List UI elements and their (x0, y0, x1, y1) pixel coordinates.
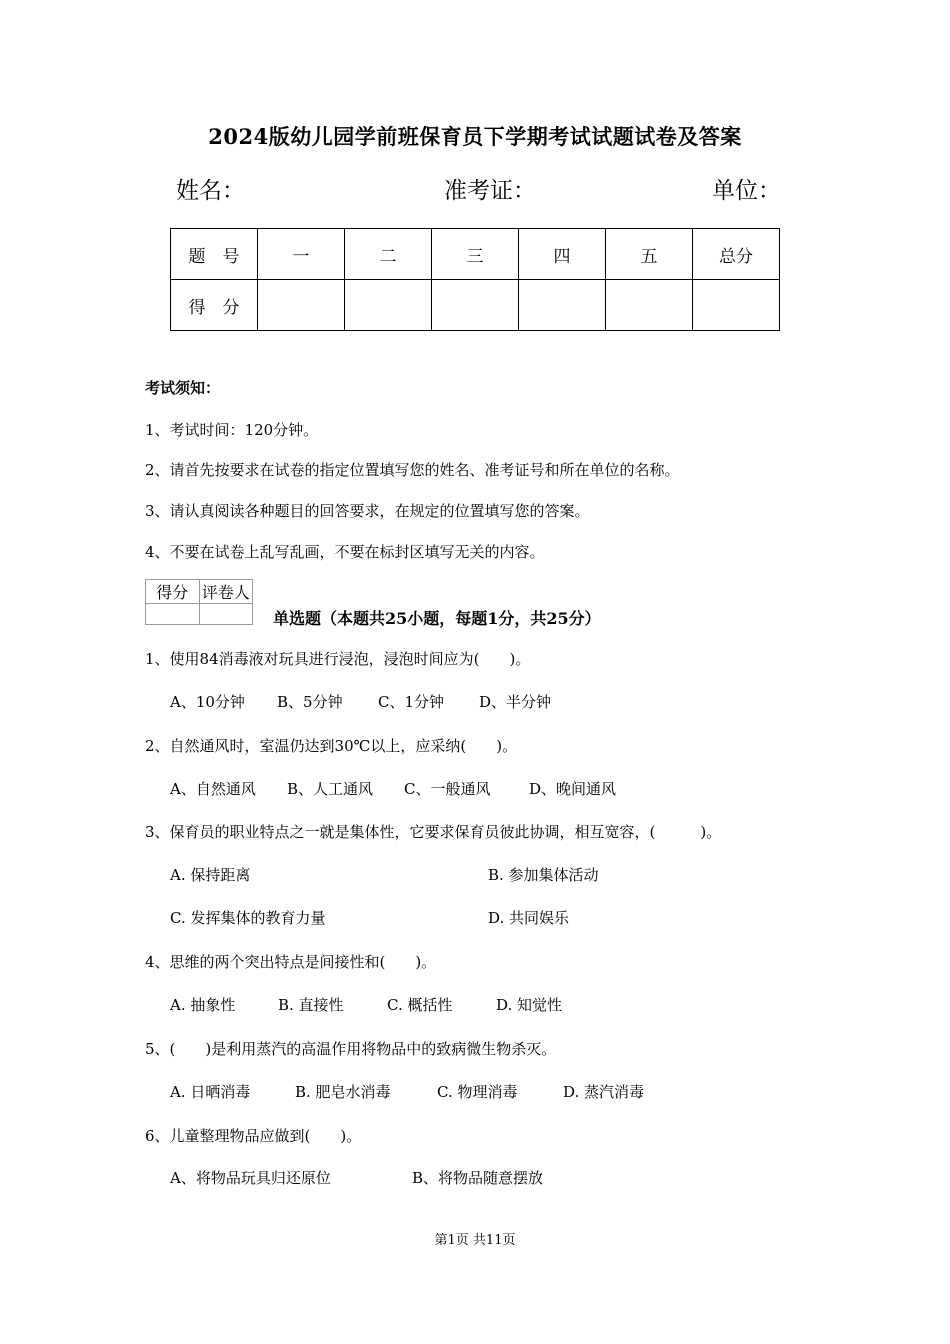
section-title: 单选题（本题共25小题，每题1分，共25分） (273, 609, 601, 628)
notice-item: 3、请认真阅读各种题目的回答要求，在规定的位置填写您的答案。 (145, 502, 590, 520)
option[interactable]: C、一般通风 (404, 780, 491, 798)
grader-box (145, 579, 253, 625)
score-header-cell: 五 (606, 229, 693, 280)
option[interactable]: B. 参加集体活动 (488, 866, 599, 884)
option[interactable]: B. 肥皂水消毒 (295, 1083, 391, 1101)
score-header-cell: 总分 (693, 229, 780, 280)
notice-item: 4、不要在试卷上乱写乱画，不要在标封区填写无关的内容。 (145, 543, 545, 561)
notice-item: 1、考试时间：120分钟。 (145, 421, 319, 439)
option[interactable]: C. 发挥集体的教育力量 (170, 909, 326, 927)
option[interactable]: B、人工通风 (287, 780, 374, 798)
option[interactable]: B. 直接性 (278, 996, 344, 1014)
score-cell[interactable] (693, 280, 780, 331)
option[interactable]: D、晚间通风 (529, 780, 617, 798)
question-text: 2、自然通风时，室温仍达到30℃以上，应采纳( )。 (145, 737, 518, 755)
grader-reviewer-label: 评卷人 (199, 580, 253, 604)
name-field-label: 姓名： (176, 178, 245, 204)
option[interactable]: C、1分钟 (378, 693, 445, 711)
score-cell[interactable] (345, 280, 432, 331)
question-text: 4、思维的两个突出特点是间接性和( )。 (145, 953, 437, 971)
notice-item: 2、请首先按要求在试卷的指定位置填写您的姓名、准考证号和所在单位的名称。 (145, 461, 680, 479)
score-header-cell: 一 (258, 229, 345, 280)
score-cell[interactable] (432, 280, 519, 331)
option[interactable]: C. 物理消毒 (437, 1083, 518, 1101)
option[interactable]: A、10分钟 (170, 693, 245, 711)
option[interactable]: D. 知觉性 (496, 996, 563, 1014)
unit-field-label: 单位： (712, 178, 781, 204)
question-text: 5、( )是利用蒸汽的高温作用将物品中的致病微生物杀灭。 (145, 1040, 557, 1058)
option[interactable]: D. 蒸汽消毒 (563, 1083, 645, 1101)
page-footer: 第1页 共11页 (434, 1233, 516, 1248)
question-text: 6、儿童整理物品应做到( )。 (145, 1127, 362, 1145)
grader-score-label: 得分 (146, 580, 200, 604)
score-table (170, 228, 780, 331)
grader-reviewer-cell[interactable] (199, 604, 253, 625)
notice-heading: 考试须知： (145, 379, 221, 397)
option[interactable]: A. 保持距离 (170, 866, 251, 884)
score-header-cell: 三 (432, 229, 519, 280)
page-title: 2024版幼儿园学前班保育员下学期考试试题试卷及答案 (208, 124, 742, 149)
option[interactable]: A、将物品玩具归还原位 (170, 1169, 331, 1187)
score-table-header-row (171, 229, 780, 280)
option[interactable]: C. 概括性 (387, 996, 453, 1014)
option[interactable]: B、5分钟 (277, 693, 343, 711)
option[interactable]: A. 日晒消毒 (170, 1083, 251, 1101)
score-header-cell: 四 (519, 229, 606, 280)
score-cell[interactable] (519, 280, 606, 331)
option[interactable]: B、将物品随意摆放 (412, 1169, 544, 1187)
option[interactable]: A、自然通风 (170, 780, 256, 798)
score-header-cell: 题 号 (171, 229, 258, 280)
score-cell[interactable] (258, 280, 345, 331)
score-cell[interactable] (606, 280, 693, 331)
exam-id-field-label: 准考证： (444, 178, 536, 204)
option[interactable]: D. 共同娱乐 (488, 909, 570, 927)
option[interactable]: A. 抽象性 (170, 996, 236, 1014)
question-text: 3、保育员的职业特点之一就是集体性，它要求保育员彼此协调，相互宽容，( )。 (145, 823, 722, 841)
score-header-cell: 二 (345, 229, 432, 280)
option[interactable]: D、半分钟 (479, 693, 552, 711)
grader-score-cell[interactable] (146, 604, 200, 625)
score-row-label: 得 分 (171, 280, 258, 331)
score-table-score-row (171, 280, 780, 331)
question-text: 1、使用84消毒液对玩具进行浸泡，浸泡时间应为( )。 (145, 650, 531, 668)
